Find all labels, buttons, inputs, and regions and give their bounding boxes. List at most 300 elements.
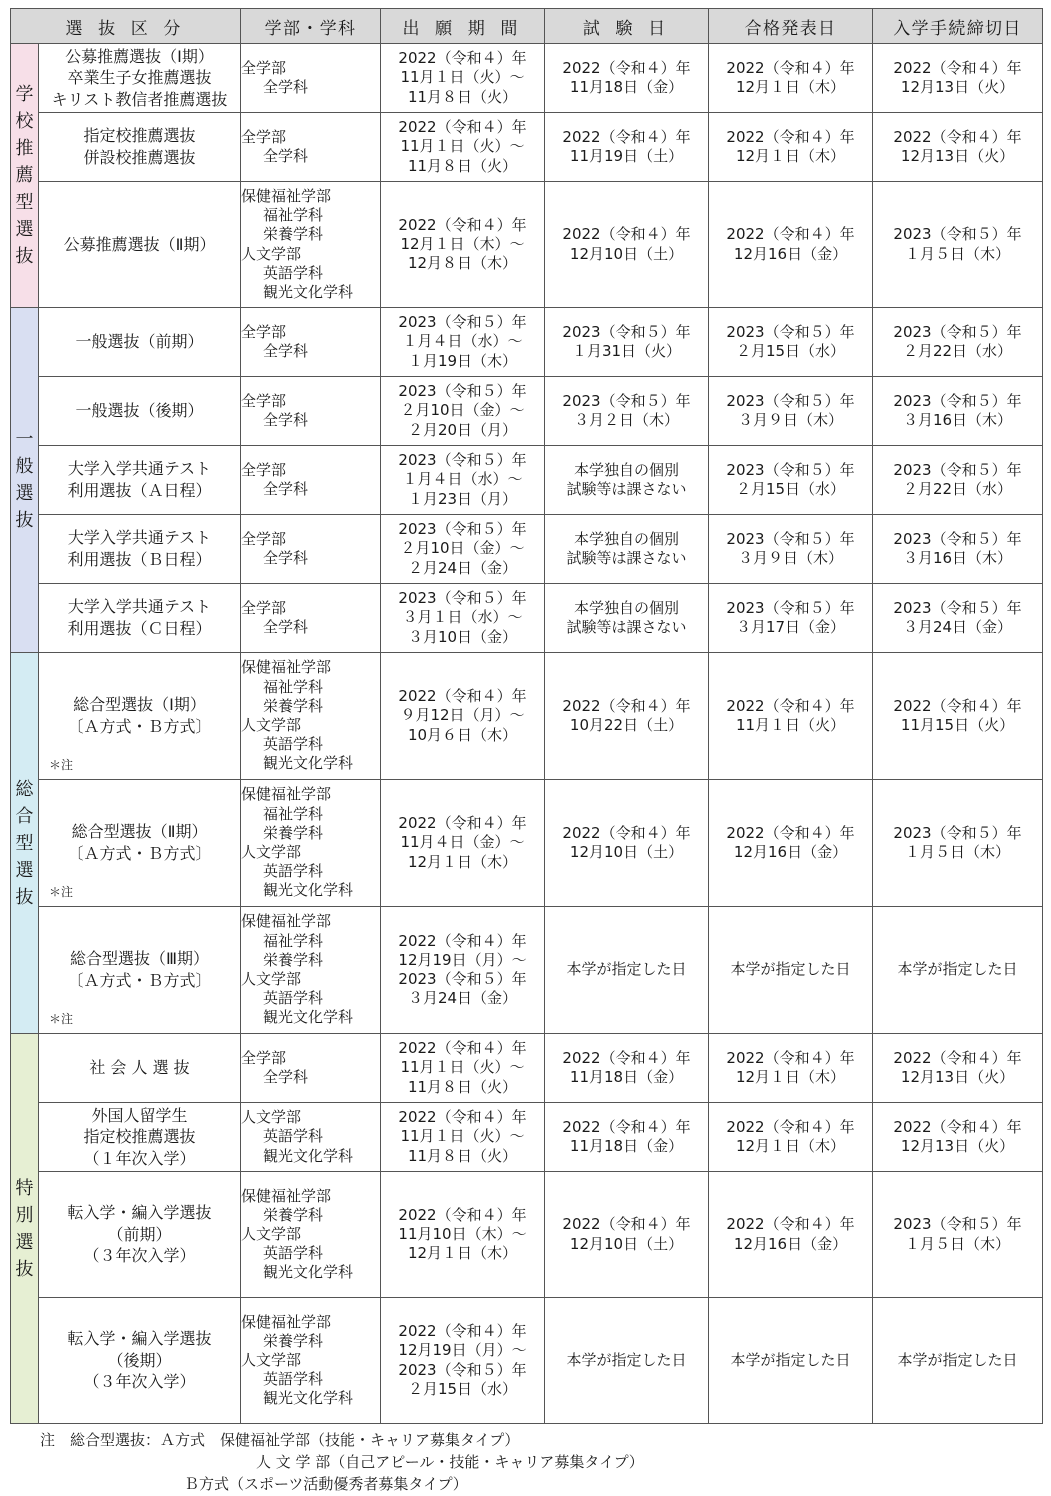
deadline-line: 2023（令和５）年 <box>893 391 1022 410</box>
selection-type-line: 総合型選抜（Ⅲ期） <box>69 949 210 969</box>
header-enrollment-deadline: 入学手続締切日 <box>873 9 1043 44</box>
announce-line: 2023（令和５）年 <box>726 598 855 617</box>
dept-line: 福祉学科 <box>263 931 324 950</box>
department-cell <box>241 1298 381 1424</box>
application-line: ３月24日（金） <box>407 989 518 1008</box>
deadline-line: 2023（令和５）年 <box>893 460 1022 479</box>
dept-line: 全学部 <box>241 58 287 77</box>
deadline-line: １月５日（木） <box>905 244 1011 263</box>
dept-line: 人文学部 <box>241 1224 302 1243</box>
header-exam-date: 試 験 日 <box>545 9 709 44</box>
exam-line: 試験等は課さない <box>566 480 687 498</box>
selection-type-line: 大学入学共通テスト <box>67 459 212 479</box>
announce-line: 2022（令和４）年 <box>726 823 855 842</box>
exam-line: 10月22日（土） <box>569 716 684 734</box>
exam-date-cell <box>545 113 709 182</box>
dept-line: 保健福祉学部 <box>241 1186 332 1205</box>
application-line: 2022（令和４）年 <box>398 215 527 234</box>
department-cell <box>241 780 381 907</box>
announce-line: 2022（令和４）年 <box>726 696 855 715</box>
selection-type-line: 〔Ａ方式・Ｂ方式〕 <box>67 844 212 863</box>
department-cell <box>241 446 381 515</box>
deadline-line: ２月22日（水） <box>902 342 1013 360</box>
announce-line: 2023（令和５）年 <box>726 460 855 479</box>
application-line: 12月19日（月）～ <box>398 950 527 969</box>
schedule-body <box>11 44 1043 1424</box>
exam-date-cell <box>545 515 709 584</box>
exam-line: 11月18日（金） <box>569 1137 684 1155</box>
enrollment-deadline-cell <box>873 653 1043 780</box>
deadline-line: 2023（令和５）年 <box>893 823 1022 842</box>
department-cell <box>241 584 381 653</box>
selection-type-cell <box>39 780 241 907</box>
exam-line: 試験等は課さない <box>566 618 687 636</box>
application-line: 11月１日（火）～ <box>400 137 525 156</box>
exam-line: 本学が指定した日 <box>566 1350 687 1369</box>
dept-line: 保健福祉学部 <box>241 1312 332 1331</box>
application-line: 2023（令和５）年 <box>398 313 527 332</box>
note-marker: ＊注 <box>49 757 74 772</box>
deadline-line: １月５日（木） <box>905 1234 1011 1253</box>
selection-type-cell <box>39 377 241 446</box>
footnote-line-3: Ｂ方式（スポーツ活動優秀者募集タイプ） <box>184 1475 468 1493</box>
application-period-cell <box>381 113 545 182</box>
application-line: 2023（令和５）年 <box>398 382 527 401</box>
selection-type-cell <box>39 113 241 182</box>
dept-line: 英語学科 <box>263 735 324 754</box>
exam-line: 本学独自の個別 <box>574 529 680 548</box>
application-line: １月19日（木） <box>407 351 518 370</box>
exam-date-cell <box>545 1034 709 1103</box>
announce-line: 本学が指定した日 <box>730 960 851 979</box>
note-marker: ＊注 <box>49 884 74 899</box>
application-line: ３月１日（水）～ <box>402 608 523 627</box>
announcement-date-cell <box>709 308 873 377</box>
enrollment-deadline-cell <box>873 308 1043 377</box>
table-row <box>11 653 1043 780</box>
application-line: 11月８日（火） <box>407 1146 518 1165</box>
application-period-cell <box>381 584 545 653</box>
exam-line: 試験等は課さない <box>566 549 687 567</box>
deadline-line: 2023（令和５）年 <box>893 322 1022 341</box>
announcement-date-cell <box>709 182 873 308</box>
announcement-date-cell <box>709 377 873 446</box>
dept-line: 栄養学科 <box>263 225 324 244</box>
table-row <box>11 308 1043 377</box>
exam-date-cell <box>545 907 709 1034</box>
dept-line: 全学科 <box>263 147 309 165</box>
application-line: ２月15日（水） <box>407 1379 518 1398</box>
dept-line: 観光文化学科 <box>263 1389 354 1408</box>
announce-line: 12月１日（木） <box>735 1137 846 1155</box>
dept-line: 人文学部 <box>241 1350 302 1369</box>
group-label-text: 一般選抜 <box>15 429 34 531</box>
exam-date-cell <box>545 308 709 377</box>
selection-type-cell <box>39 653 241 780</box>
announcement-date-cell <box>709 653 873 780</box>
exam-line: １月31日（火） <box>571 342 682 360</box>
deadline-line: ３月16日（木） <box>902 411 1013 429</box>
application-line: 12月19日（月）～ <box>398 1341 527 1360</box>
exam-line: 2022（令和４）年 <box>562 696 691 715</box>
selection-type-line: 卒業生子女推薦選抜 <box>67 68 212 88</box>
selection-type-cell <box>39 1034 241 1103</box>
exam-line: 2022（令和４）年 <box>562 127 691 146</box>
dept-line: 観光文化学科 <box>263 1008 354 1027</box>
header-application-period: 出 願 期 間 <box>381 9 545 44</box>
selection-type-line: （前期） <box>107 1224 172 1244</box>
selection-type-line: キリスト教信者推薦選抜 <box>51 89 228 109</box>
table-row <box>11 1034 1043 1103</box>
exam-date-cell <box>545 780 709 907</box>
table-row <box>11 584 1043 653</box>
application-line: ９月12日（月）～ <box>400 706 525 725</box>
deadline-line: 2022（令和４）年 <box>893 127 1022 146</box>
exam-line: 2022（令和４）年 <box>562 1215 691 1234</box>
announce-line: 2022（令和４）年 <box>726 1117 855 1136</box>
exam-date-cell <box>545 182 709 308</box>
selection-type-cell <box>39 515 241 584</box>
application-line: 11月10日（木）～ <box>398 1224 527 1243</box>
selection-type-cell <box>39 1298 241 1424</box>
announce-line: 12月16日（金） <box>733 843 848 861</box>
enrollment-deadline-cell <box>873 780 1043 907</box>
department-cell <box>241 377 381 446</box>
admission-schedule-table <box>10 8 1043 1424</box>
application-period-cell <box>381 907 545 1034</box>
enrollment-deadline-cell <box>873 907 1043 1034</box>
announce-line: 2022（令和４）年 <box>726 225 855 244</box>
selection-type-line: 利用選抜（Ａ日程） <box>67 481 212 500</box>
dept-line: 福祉学科 <box>263 677 324 696</box>
application-line: 2022（令和４）年 <box>398 1322 527 1341</box>
header-selection-category: 選 抜 区 分 <box>11 9 241 44</box>
note-marker: ＊注 <box>49 1011 74 1026</box>
exam-line: 本学が指定した日 <box>566 960 687 979</box>
dept-line: 福祉学科 <box>263 206 324 225</box>
application-period-cell <box>381 1172 545 1298</box>
announce-line: 11月１日（火） <box>735 716 846 734</box>
selection-type-line: 指定校推薦選抜 <box>83 1127 196 1147</box>
application-line: １月23日（月） <box>407 489 518 508</box>
announce-line: ２月15日（水） <box>735 480 846 498</box>
deadline-line: 2022（令和４）年 <box>893 696 1022 715</box>
department-cell <box>241 1034 381 1103</box>
dept-line: 人文学部 <box>241 970 302 988</box>
application-line: 11月８日（火） <box>407 156 518 175</box>
exam-line: 11月18日（金） <box>569 1068 684 1086</box>
announce-line: 2023（令和５）年 <box>726 391 855 410</box>
dept-line: 全学科 <box>263 1068 309 1086</box>
dept-line: 観光文化学科 <box>263 1263 354 1282</box>
dept-line: 全学部 <box>241 529 287 548</box>
deadline-line: 2023（令和５）年 <box>893 1215 1022 1234</box>
footnote <box>10 1430 1042 1496</box>
selection-type-line: 外国人留学生 <box>91 1105 188 1125</box>
deadline-line: 本学が指定した日 <box>897 1350 1018 1369</box>
application-line: 12月１日（木）～ <box>400 234 525 253</box>
selection-type-cell <box>39 446 241 515</box>
announcement-date-cell <box>709 584 873 653</box>
table-row <box>11 446 1043 515</box>
footnote-line-2: 人 文 学 部（自己アピール・技能・キャリア募集タイプ） <box>256 1453 644 1471</box>
dept-line: 観光文化学科 <box>263 1146 354 1165</box>
exam-line: 12月10日（土） <box>569 1234 684 1253</box>
application-line: 2022（令和４）年 <box>398 687 527 706</box>
selection-type-line: 転入学・編入学選抜 <box>67 1203 212 1223</box>
application-period-cell <box>381 1103 545 1172</box>
announcement-date-cell <box>709 515 873 584</box>
application-line: 2023（令和５）年 <box>398 520 527 539</box>
enrollment-deadline-cell <box>873 44 1043 113</box>
enrollment-deadline-cell <box>873 113 1043 182</box>
dept-line: 全学部 <box>241 322 287 341</box>
application-period-cell <box>381 377 545 446</box>
exam-line: 2022（令和４）年 <box>562 225 691 244</box>
department-cell <box>241 182 381 308</box>
dept-line: 英語学科 <box>263 1127 324 1146</box>
application-period-cell <box>381 308 545 377</box>
group-label-text: 特別選抜 <box>15 1177 34 1280</box>
enrollment-deadline-cell <box>873 584 1043 653</box>
selection-type-cell <box>39 1172 241 1298</box>
application-line: 11月４日（金）～ <box>400 833 525 852</box>
dept-line: 全学科 <box>263 411 309 429</box>
department-cell <box>241 113 381 182</box>
announce-line: 12月１日（木） <box>735 147 846 165</box>
dept-line: 全学科 <box>263 618 309 636</box>
application-line: 11月１日（火）～ <box>400 1127 525 1146</box>
table-row <box>11 1103 1043 1172</box>
announce-line: 2022（令和４）年 <box>726 1215 855 1234</box>
deadline-line: ３月16日（木） <box>902 549 1013 567</box>
exam-line: 2022（令和４）年 <box>562 823 691 842</box>
exam-line: 11月19日（土） <box>569 147 684 165</box>
dept-line: 観光文化学科 <box>263 881 354 900</box>
announce-line: 2023（令和５）年 <box>726 529 855 548</box>
application-line: 11月１日（火）～ <box>400 1058 525 1077</box>
table-row <box>11 1172 1043 1298</box>
table-row <box>11 1298 1043 1424</box>
exam-line: 本学独自の個別 <box>574 598 680 617</box>
table-row <box>11 907 1043 1034</box>
application-line: ２月10日（金）～ <box>400 401 525 420</box>
application-line: 11月８日（火） <box>407 1077 518 1096</box>
dept-line: 栄養学科 <box>263 1205 324 1224</box>
exam-date-cell <box>545 584 709 653</box>
announce-line: ３月９日（木） <box>738 411 844 429</box>
application-period-cell <box>381 1034 545 1103</box>
group-label-special <box>11 1034 39 1424</box>
dept-line: 全学部 <box>241 127 287 146</box>
enrollment-deadline-cell <box>873 515 1043 584</box>
application-line: ３月10日（金） <box>407 627 518 646</box>
application-line: 2022（令和４）年 <box>398 1205 527 1224</box>
announcement-date-cell <box>709 1103 873 1172</box>
dept-line: 栄養学科 <box>263 696 324 715</box>
dept-line: 栄養学科 <box>263 950 324 969</box>
selection-type-cell <box>39 584 241 653</box>
announce-line: 2023（令和５）年 <box>726 322 855 341</box>
dept-line: 保健福祉学部 <box>241 785 332 804</box>
dept-line: 人文学部 <box>241 1108 302 1127</box>
dept-line: 人文学部 <box>241 244 302 263</box>
exam-line: 2023（令和５）年 <box>562 322 691 341</box>
deadline-line: 本学が指定した日 <box>897 960 1018 979</box>
admission-schedule-document <box>10 8 1042 1496</box>
selection-type-line: （３年次入学） <box>83 1372 196 1392</box>
selection-type-cell <box>39 1103 241 1172</box>
application-line: 2022（令和４）年 <box>398 1039 527 1058</box>
dept-line: 英語学科 <box>263 263 324 282</box>
dept-line: 全学科 <box>263 480 309 498</box>
application-period-cell <box>381 780 545 907</box>
application-line: ２月20日（月） <box>407 420 518 439</box>
dept-line: 全学部 <box>241 1048 287 1067</box>
application-line: 11月１日（火）～ <box>400 68 525 87</box>
department-cell <box>241 907 381 1034</box>
application-line: 2023（令和５）年 <box>398 970 527 988</box>
announcement-date-cell <box>709 113 873 182</box>
exam-date-cell <box>545 446 709 515</box>
selection-type-line: 総合型選抜（Ⅱ期） <box>71 822 208 842</box>
selection-type-line: 転入学・編入学選抜 <box>67 1329 212 1349</box>
enrollment-deadline-cell <box>873 377 1043 446</box>
dept-line: 全学科 <box>263 549 309 567</box>
selection-type-cell <box>39 308 241 377</box>
selection-type-line: 〔Ａ方式・Ｂ方式〕 <box>67 717 212 736</box>
selection-type-line: 公募推薦選抜（Ⅱ期） <box>63 234 216 254</box>
selection-type-line: 総合型選抜（Ⅰ期） <box>73 695 206 715</box>
deadline-line: ３月24日（金） <box>902 618 1013 636</box>
exam-line: 2022（令和４）年 <box>562 1117 691 1136</box>
application-line: ２月24日（金） <box>407 558 518 577</box>
announce-line: 2022（令和４）年 <box>726 127 855 146</box>
dept-line: 栄養学科 <box>263 1331 324 1350</box>
exam-date-cell <box>545 377 709 446</box>
application-period-cell <box>381 653 545 780</box>
announce-line: ３月９日（木） <box>738 549 844 567</box>
announce-line: ２月15日（水） <box>735 342 846 360</box>
dept-line: 人文学部 <box>241 843 302 861</box>
department-cell <box>241 653 381 780</box>
application-line: 2022（令和４）年 <box>398 931 527 950</box>
exam-date-cell <box>545 1298 709 1424</box>
exam-date-cell <box>545 44 709 113</box>
group-label-school <box>11 44 39 308</box>
selection-type-line: 〔Ａ方式・Ｂ方式〕 <box>67 971 212 990</box>
dept-line: 人文学部 <box>241 716 302 734</box>
application-line: 11月８日（火） <box>407 87 518 106</box>
selection-type-line: 利用選抜（Ｃ日程） <box>67 619 212 638</box>
dept-line: 観光文化学科 <box>263 754 354 773</box>
group-label-general <box>11 308 39 653</box>
announce-line: 2022（令和４）年 <box>726 1048 855 1067</box>
selection-type-line: 大学入学共通テスト <box>67 528 212 548</box>
deadline-line: ２月22日（水） <box>902 480 1013 498</box>
application-line: １月４日（水）～ <box>402 332 523 351</box>
deadline-line: 2022（令和４）年 <box>893 1117 1022 1136</box>
selection-type-line: 一般選抜（前期） <box>75 332 204 352</box>
selection-type-cell <box>39 182 241 308</box>
footnote-line-1: 注 総合型選抜：Ａ方式 保健福祉学部（技能・キャリア募集タイプ） <box>40 1431 520 1449</box>
group-label-text: 学校推薦型選抜 <box>15 84 34 267</box>
table-row <box>11 44 1043 113</box>
deadline-line: 2022（令和４）年 <box>893 1048 1022 1067</box>
dept-line: 福祉学科 <box>263 804 324 823</box>
dept-line: 全学科 <box>263 78 309 96</box>
announce-line: 12月１日（木） <box>735 1068 846 1086</box>
header-row <box>11 9 1043 44</box>
enrollment-deadline-cell <box>873 1034 1043 1103</box>
selection-type-line: 社 会 人 選 抜 <box>89 1058 190 1078</box>
selection-type-line: （３年次入学） <box>83 1246 196 1266</box>
selection-type-line: 指定校推薦選抜 <box>83 126 196 146</box>
selection-type-line: （後期） <box>107 1350 172 1370</box>
deadline-line: １月５日（木） <box>905 843 1011 861</box>
exam-line: 12月10日（土） <box>569 843 684 861</box>
deadline-line: 2023（令和５）年 <box>893 598 1022 617</box>
table-row <box>11 113 1043 182</box>
dept-line: 全学部 <box>241 391 287 410</box>
selection-type-cell <box>39 44 241 113</box>
dept-line: 保健福祉学部 <box>241 912 332 931</box>
application-period-cell <box>381 1298 545 1424</box>
department-cell <box>241 308 381 377</box>
application-line: ２月10日（金）～ <box>400 539 525 558</box>
selection-type-line: 併設校推薦選抜 <box>83 148 196 167</box>
enrollment-deadline-cell <box>873 1298 1043 1424</box>
table-row <box>11 182 1043 308</box>
dept-line: 観光文化学科 <box>263 282 354 301</box>
department-cell <box>241 515 381 584</box>
enrollment-deadline-cell <box>873 182 1043 308</box>
deadline-line: 12月13日（火） <box>900 1137 1015 1155</box>
announcement-date-cell <box>709 1298 873 1424</box>
application-line: 12月１日（木） <box>407 1244 518 1263</box>
deadline-line: 12月13日（火） <box>900 147 1015 165</box>
exam-line: 本学独自の個別 <box>574 460 680 479</box>
department-cell <box>241 1172 381 1298</box>
dept-line: 保健福祉学部 <box>241 186 332 205</box>
application-line: 2022（令和４）年 <box>398 49 527 68</box>
application-line: 10月６日（木） <box>407 725 518 744</box>
table-row <box>11 377 1043 446</box>
application-line: １月４日（水）～ <box>402 470 523 489</box>
application-period-cell <box>381 446 545 515</box>
deadline-line: 2023（令和５）年 <box>893 529 1022 548</box>
selection-type-line: （１年次入学） <box>83 1148 196 1168</box>
enrollment-deadline-cell <box>873 1103 1043 1172</box>
application-line: 12月１日（木） <box>407 852 518 871</box>
announce-line: 12月16日（金） <box>733 1234 848 1253</box>
enrollment-deadline-cell <box>873 1172 1043 1298</box>
deadline-line: 11月15日（火） <box>900 716 1015 734</box>
application-line: 2022（令和４）年 <box>398 1108 527 1127</box>
announcement-date-cell <box>709 1034 873 1103</box>
dept-line: 栄養学科 <box>263 823 324 842</box>
announcement-date-cell <box>709 1172 873 1298</box>
table-row <box>11 515 1043 584</box>
dept-line: 英語学科 <box>263 862 324 881</box>
application-line: 2023（令和５）年 <box>398 589 527 608</box>
exam-date-cell <box>545 653 709 780</box>
table-row <box>11 780 1043 907</box>
announcement-date-cell <box>709 44 873 113</box>
selection-type-line: 大学入学共通テスト <box>67 597 212 617</box>
deadline-line: 12月13日（火） <box>900 1068 1015 1086</box>
dept-line: 全学部 <box>241 598 287 617</box>
